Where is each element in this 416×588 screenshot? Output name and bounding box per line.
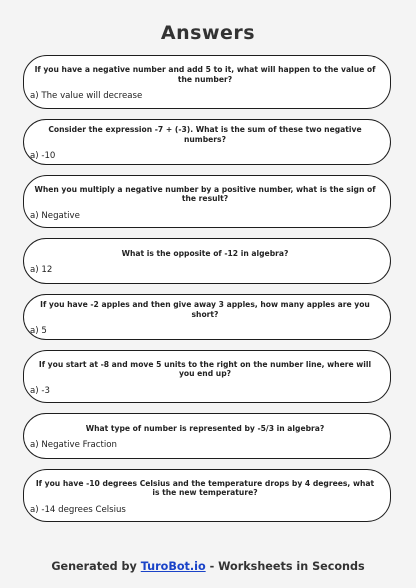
answer-card [23, 175, 391, 228]
question-text: What type of number is represented by -5/3 in algebra? [85, 423, 325, 433]
answer-text: a) -14 degrees Celsius [30, 504, 126, 515]
footer-suffix: - Worksheets in Seconds [209, 560, 365, 573]
answer-text: a) 12 [30, 265, 53, 276]
turobot-link[interactable]: TuroBot.io [140, 560, 206, 573]
answer-card [23, 119, 391, 165]
question-text: If you have a negative number and add 5 to it, what will happen to the value of the number? [34, 65, 376, 84]
answer-text: a) Negative Fraction [30, 440, 117, 451]
question-text: Consider the expression -7 + (-3). What is the sum of these two negative numbers? [48, 125, 362, 144]
question-text: If you have -2 apples and then give away 3 apples, how many apples are you short? [40, 300, 370, 319]
question-text: If you have -10 degrees Celsius and the temperature drops by 4 degrees, what is the new temperature? [35, 478, 375, 497]
answer-card [23, 350, 391, 403]
question-text: If you start at -8 and move 5 units to the right on the number line, where will you end up? [38, 359, 372, 378]
page-title: Answers [160, 22, 256, 44]
answer-card [23, 238, 391, 284]
footer-prefix: Generated by [51, 560, 137, 573]
answer-list [23, 55, 391, 532]
answer-card [23, 413, 391, 459]
question-text: When you multiply a negative number by a positive number, what is the sign of the result? [34, 184, 376, 203]
answer-text: a) The value will decrease [30, 91, 143, 101]
answer-card [23, 469, 391, 522]
answer-card [23, 294, 391, 340]
answer-text: a) Negative [30, 210, 80, 221]
answer-text: a) -3 [30, 385, 50, 396]
footer [0, 560, 416, 573]
answer-card [23, 55, 391, 109]
question-text: What is the opposite of -12 in algebra? [121, 248, 289, 258]
answer-text: a) 5 [30, 326, 47, 336]
answer-text: a) -10 [30, 151, 56, 161]
